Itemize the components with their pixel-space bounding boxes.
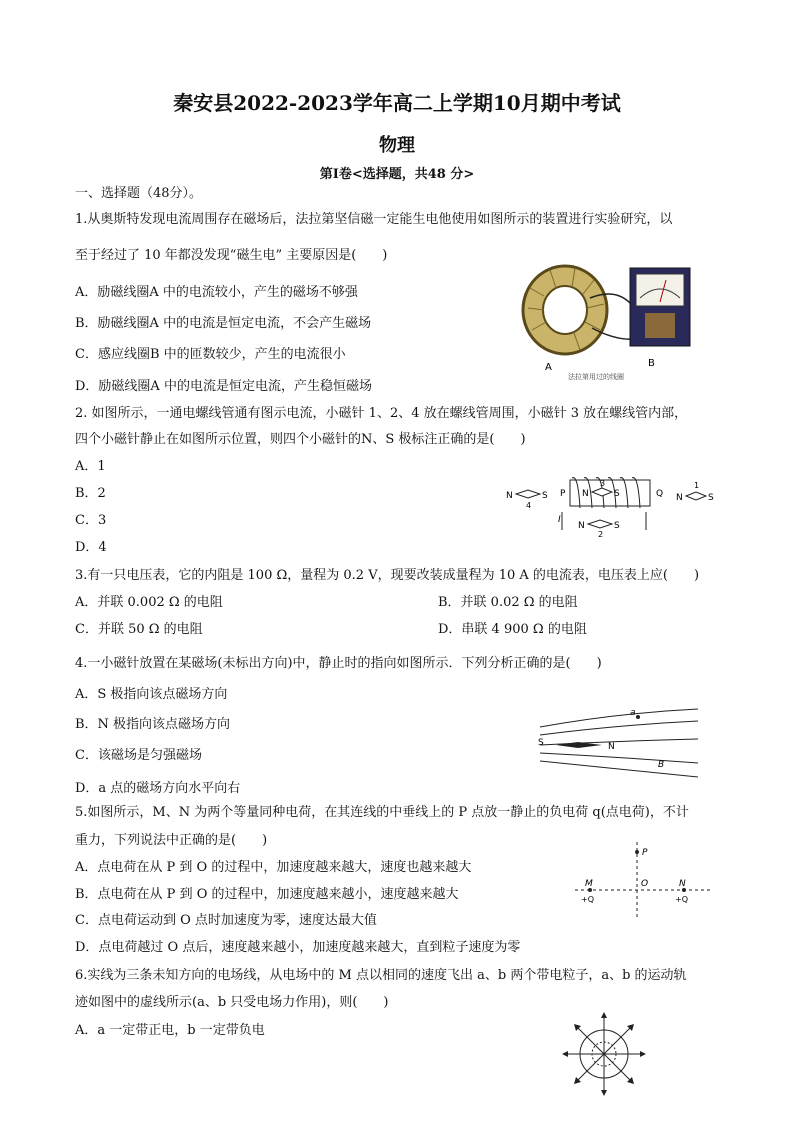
volume-heading: 第Ⅰ卷<选择题，共48 分> xyxy=(319,167,475,182)
q5-option-b: B．点电荷在从 P 到 O 的过程中，加速度越来越小，速度越来越大 xyxy=(75,887,459,902)
q2-option-d: D．4 xyxy=(75,540,107,555)
needle1-s: S xyxy=(708,493,714,503)
q2-option-c: C．3 xyxy=(75,513,107,528)
label-a: A xyxy=(545,362,552,373)
needle-1 xyxy=(686,492,706,500)
charge-n: +Q xyxy=(675,895,688,904)
q1-option-b: B．励磁线圈A 中的电流是恒定电流，不会产生磁场 xyxy=(75,316,372,331)
label-b: B xyxy=(658,760,665,770)
q5-stem-line2: 重力，下列说法中正确的是( ) xyxy=(75,833,268,848)
q6-stem-line1: 6.实线为三条未知方向的电场线，从电场中的 M 点以相同的速度飞出 a、b 两个带电粒子，a、b 的运动轨 xyxy=(75,968,687,983)
q3-stem: 3.有一只电压表，它的内阻是 100 Ω，量程为 0.2 V，现要改装成量程为 10 A 的电流表，电压表上应( ) xyxy=(75,568,700,583)
exam-title: 秦安县2022-2023学年高二上学期10月期中考试 xyxy=(173,91,621,115)
needle4-s: S xyxy=(542,491,548,501)
needle-2 xyxy=(588,520,612,528)
q3-option-a: A．并联 0.002 Ω 的电阻 xyxy=(75,595,223,610)
needle3-n: N xyxy=(582,489,589,499)
q4-figure-field-lines xyxy=(538,705,703,780)
charge-m: +Q xyxy=(581,895,594,904)
q1-option-c: C．感应线圈B 中的匝数较少，产生的电流很小 xyxy=(75,347,346,362)
q2-option-b: B．2 xyxy=(75,486,106,501)
fig-caption: 法拉第用过的线圈 xyxy=(568,373,624,381)
q6-option-a: A．a 一定带正电，b 一定带负电 xyxy=(75,1023,265,1038)
label-o: O xyxy=(641,879,649,889)
label-a: a xyxy=(630,708,636,718)
q2-option-a: A．1 xyxy=(75,459,106,474)
label-m: M xyxy=(585,879,593,889)
needle-3 xyxy=(592,488,612,496)
q4-option-b: B．N 极指向该点磁场方向 xyxy=(75,717,231,732)
q3-option-b: B．并联 0.02 Ω 的电阻 xyxy=(438,595,578,610)
q5-stem-line1: 5.如图所示，M、N 为两个等量同种电荷，在其连线的中垂线上的 P 点放一静止的负电荷 q(点电荷)，不计 xyxy=(75,805,689,820)
q5-option-c: C．点电荷运动到 O 点时加速度为零，速度达最大值 xyxy=(75,913,377,928)
q6-stem-line2: 迹如图中的虚线所示(a、b 只受电场力作用)，则( ) xyxy=(75,995,389,1010)
q2-stem-line2: 四个小磁针静止在如图所示位置，则四个小磁针的N、S 极标注正确的是( ) xyxy=(75,432,526,447)
q4-option-a: A．S 极指向该点磁场方向 xyxy=(75,687,228,702)
q4-option-c: C．该磁场是匀强磁场 xyxy=(75,748,202,763)
needle2-s: S xyxy=(614,521,620,531)
q5-option-a: A．点电荷在从 P 到 O 的过程中，加速度越来越大，速度也越来越大 xyxy=(75,860,472,875)
needle4-num: 4 xyxy=(526,501,532,510)
q5-figure-charges xyxy=(575,840,715,920)
section-heading: 一、选择题（48分）。 xyxy=(75,186,203,201)
needle3-s: S xyxy=(614,489,620,499)
needle3-num: 3 xyxy=(600,479,606,488)
needle-n: N xyxy=(608,742,615,752)
needle2-n: N xyxy=(578,521,585,531)
q1-option-d: D．励磁线圈A 中的电流是恒定电流，产生稳恒磁场 xyxy=(75,379,372,394)
needle1-num: 1 xyxy=(694,481,700,490)
q3-option-c: C．并联 50 Ω 的电阻 xyxy=(75,622,203,637)
q4-option-d: D．a 点的磁场方向水平向右 xyxy=(75,781,241,796)
needle-4 xyxy=(516,490,540,498)
q1-stem-line1: 1.从奥斯特发现电流周围存在磁场后，法拉第坚信磁一定能生电他使用如图所示的装置进行实验研究，以 xyxy=(75,212,673,227)
q5-option-d: D．点电荷越过 O 点后，速度越来越小，加速度越来越大，直到粒子速度为零 xyxy=(75,940,521,955)
needle4-n: N xyxy=(506,491,513,501)
current-label: I xyxy=(558,515,561,525)
label-b: B xyxy=(648,358,655,369)
q2-figure-solenoid xyxy=(500,470,725,540)
label-p: P xyxy=(642,848,648,858)
q1-figure-coil-galvanometer xyxy=(520,258,720,383)
point-a xyxy=(636,715,640,719)
end-p-label: P xyxy=(560,489,566,499)
q6-figure-field xyxy=(562,1012,647,1097)
q2-stem-line1: 2. 如图所示，一通电螺线管通有图示电流，小磁针 1、2、4 放在螺线管周围，小磁针 3 放在螺线管内部， xyxy=(75,406,688,421)
needle1-n: N xyxy=(676,493,683,503)
needle2-num: 2 xyxy=(598,530,604,539)
q4-stem: 4.一小磁针放置在某磁场(未标出方向)中，静止时的指向如图所示．下列分析正确的是( ) xyxy=(75,656,602,671)
needle-s: S xyxy=(538,738,544,748)
q1-stem-line2: 至于经过了 10 年都没发现“磁生电” 主要原因是( ) xyxy=(75,248,388,263)
q1-option-a: A．励磁线圈A 中的电流较小，产生的磁场不够强 xyxy=(75,285,358,300)
q3-option-d: D．串联 4 900 Ω 的电阻 xyxy=(438,622,587,637)
end-q-label: Q xyxy=(656,489,664,499)
subject-title: 物理 xyxy=(379,135,415,156)
label-n: N xyxy=(679,879,686,889)
